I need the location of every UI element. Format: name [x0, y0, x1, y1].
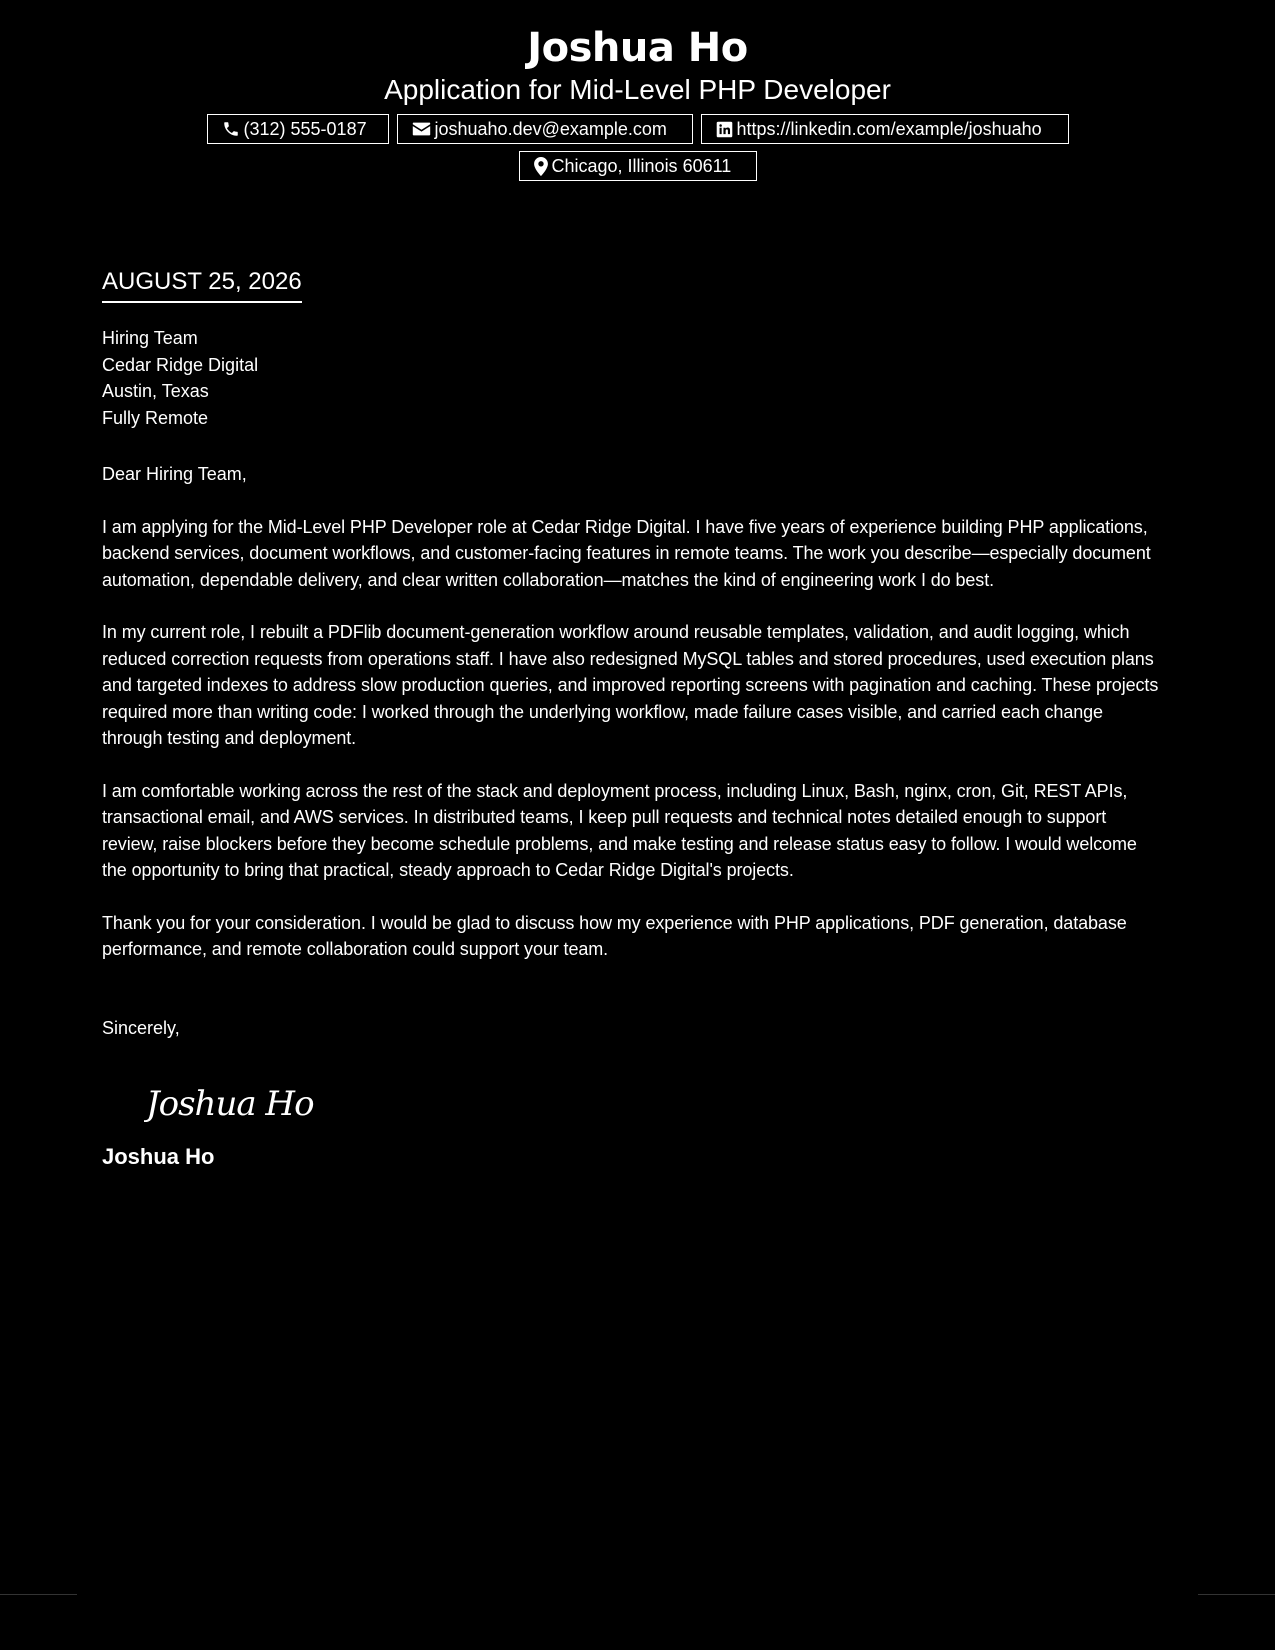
footer-rule-right — [1198, 1594, 1275, 1595]
letter-header — [0, 22, 1275, 181]
linkedin-chip[interactable] — [701, 114, 1069, 144]
envelope-icon — [412, 121, 431, 137]
recipient-line: Fully Remote — [102, 407, 209, 428]
application-title: Application for Mid-Level PHP Developer — [384, 74, 891, 105]
applicant-name: Joshua Ho — [527, 25, 748, 71]
recipient-line: Austin, Texas — [102, 381, 209, 401]
signer-name: Joshua Ho — [102, 1144, 215, 1169]
footer-rule-left — [0, 1594, 77, 1595]
letter-date: AUGUST 25, 2026 — [102, 266, 302, 303]
phone-chip[interactable] — [207, 114, 389, 144]
recipient-line: Cedar Ridge Digital — [102, 354, 259, 375]
contact-info — [188, 114, 1088, 181]
location-text: Chicago, Illinois 60611 — [551, 156, 732, 176]
closing: Sincerely, — [102, 1017, 180, 1038]
phone-icon — [222, 120, 240, 138]
body-paragraph: In my current role, I rebuilt a PDFlib document-generation workflow around reusable templates, validation, and audit logging, which reduced correction requests from operations staff. I have also redesigned MySQL tables and stored procedures, used execution plans and targeted indexes to address slow production queries, and improved reporting screens with pagination and caching. These projects required more than writing code: I worked through the underlying workflow, made failure cases visible, and carried each change through testing and deployment. — [102, 622, 1159, 748]
signature-image — [144, 1073, 1162, 1129]
body-paragraph: I am comfortable working across the rest of the stack and deployment process, including Linux, Bash, nginx, cron, Git, REST APIs, transactional email, and AWS services. In distributed teams, I keep pull requests and technical notes detailed enough to support review, raise blockers before they become schedule problems, and make testing and release status easy to follow. I would welcome the opportunity to bring that practical, steady approach to Cedar Ridge Digital's projects. — [102, 780, 1137, 880]
recipient-block — [102, 325, 1162, 431]
phone-text: (312) 555-0187 — [243, 119, 367, 139]
location-chip[interactable] — [519, 151, 757, 181]
linkedin-icon — [716, 121, 733, 138]
letter-body — [102, 266, 1162, 1171]
email-chip[interactable] — [397, 114, 693, 144]
body-paragraph: Thank you for your consideration. I would be glad to discuss how my experience with PHP applications, PDF generation, database performance, and remote collaboration could support your team. — [102, 912, 1127, 959]
signature-text: Joshua Ho — [146, 1084, 314, 1124]
email-text: joshuaho.dev@example.com — [434, 119, 667, 139]
recipient-line: Hiring Team — [102, 328, 198, 348]
salutation: Dear Hiring Team, — [102, 464, 247, 484]
linkedin-text: https://linkedin.com/example/joshuaho — [736, 119, 1042, 139]
body-paragraph: I am applying for the Mid-Level PHP Developer role at Cedar Ridge Digital. I have five years of experience building PHP applications, backend services, document workflows, and customer-facing features in remote teams. The work you describe—especially document automation, dependable delivery, and clear written collaboration—matches the kind of engineering work I do best. — [102, 516, 1151, 590]
map-pin-icon — [534, 157, 548, 176]
